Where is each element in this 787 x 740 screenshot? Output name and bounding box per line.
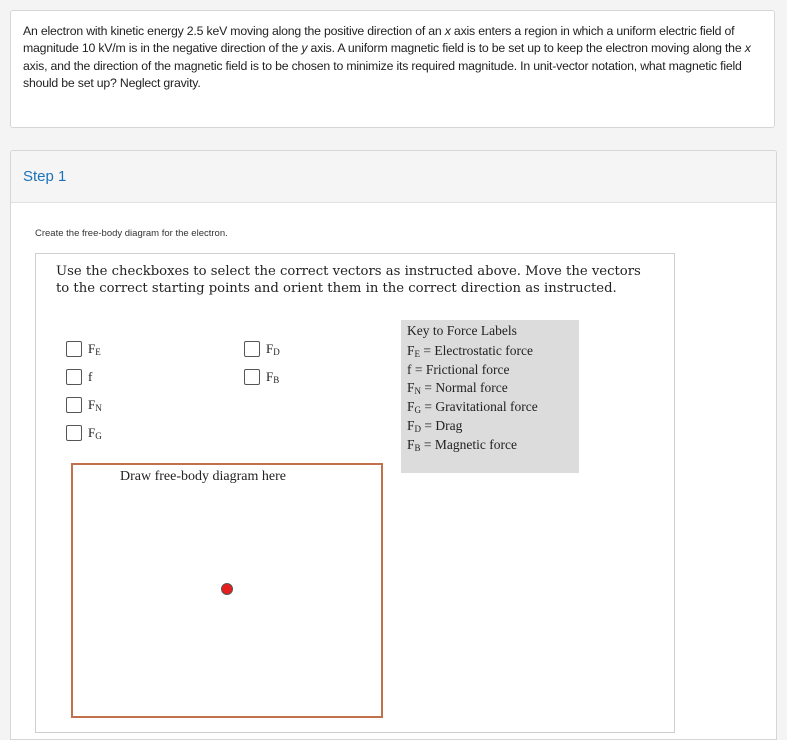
checkbox-f[interactable] [66, 367, 92, 387]
checkbox-box[interactable] [244, 341, 260, 357]
draw-area-label: Draw free-body diagram here [120, 469, 286, 484]
fbd-widget [35, 253, 675, 733]
key-entry: $F_B$ = Magnetic force [407, 437, 517, 453]
checkbox-box[interactable] [66, 425, 82, 441]
key-entry: $F_G$ = Gravitational force [407, 399, 538, 415]
checkbox-fb[interactable] [244, 367, 279, 387]
checkbox-box[interactable] [66, 341, 82, 357]
checkbox-fn[interactable] [66, 395, 102, 415]
checkbox-label: f [88, 369, 93, 384]
checkbox-box[interactable] [66, 369, 82, 385]
checkbox-label: $F_N$ [88, 397, 102, 413]
key-entry: $F_D$ = Drag [407, 418, 463, 434]
fbd-draw-area[interactable] [71, 463, 383, 718]
checkbox-fg[interactable] [66, 423, 102, 443]
checkbox-label: $F_D$ [266, 341, 280, 357]
electron-dot[interactable] [221, 583, 233, 595]
key-title: Key to Force Labels [407, 323, 517, 338]
widget-instructions: Use the checkboxes to select the correct vectors as instructed above. Move the vectors to the correct starting points and orient them in the correct direction as instructed. [56, 264, 641, 296]
step-instruction: Create the free-body diagram for the electron. [35, 228, 228, 239]
key-entry: f = Frictional force [407, 362, 510, 377]
checkbox-label: $F_G$ [88, 425, 102, 441]
checkbox-label: $F_B$ [266, 369, 280, 385]
checkbox-box[interactable] [66, 397, 82, 413]
step-card [10, 150, 777, 740]
force-key [401, 320, 579, 473]
question-text: An electron with kinetic energy 2.5 keV moving along the positive direction of an x axis enters a region in which a uniform electric field of magnitude 10 kV/m is in the negative direction of the y axis. A uniform magnetic field is to be set up to keep the electron moving along the x axis, and the direction of the magnetic field is to be chosen to minimize its required magnitude. In unit-vector notation, what magnetic field should be set up? Neglect gravity. [23, 24, 751, 90]
checkbox-box[interactable] [244, 369, 260, 385]
step-title: Step 1 [23, 168, 67, 185]
checkbox-fe[interactable] [66, 339, 101, 359]
key-entry: $F_N$ = Normal force [407, 380, 508, 396]
checkbox-fd[interactable] [244, 339, 280, 359]
step-header [11, 151, 776, 203]
key-entry: $F_E$ = Electrostatic force [407, 343, 533, 359]
checkbox-label: $F_E$ [88, 341, 101, 357]
question-card [10, 10, 775, 128]
